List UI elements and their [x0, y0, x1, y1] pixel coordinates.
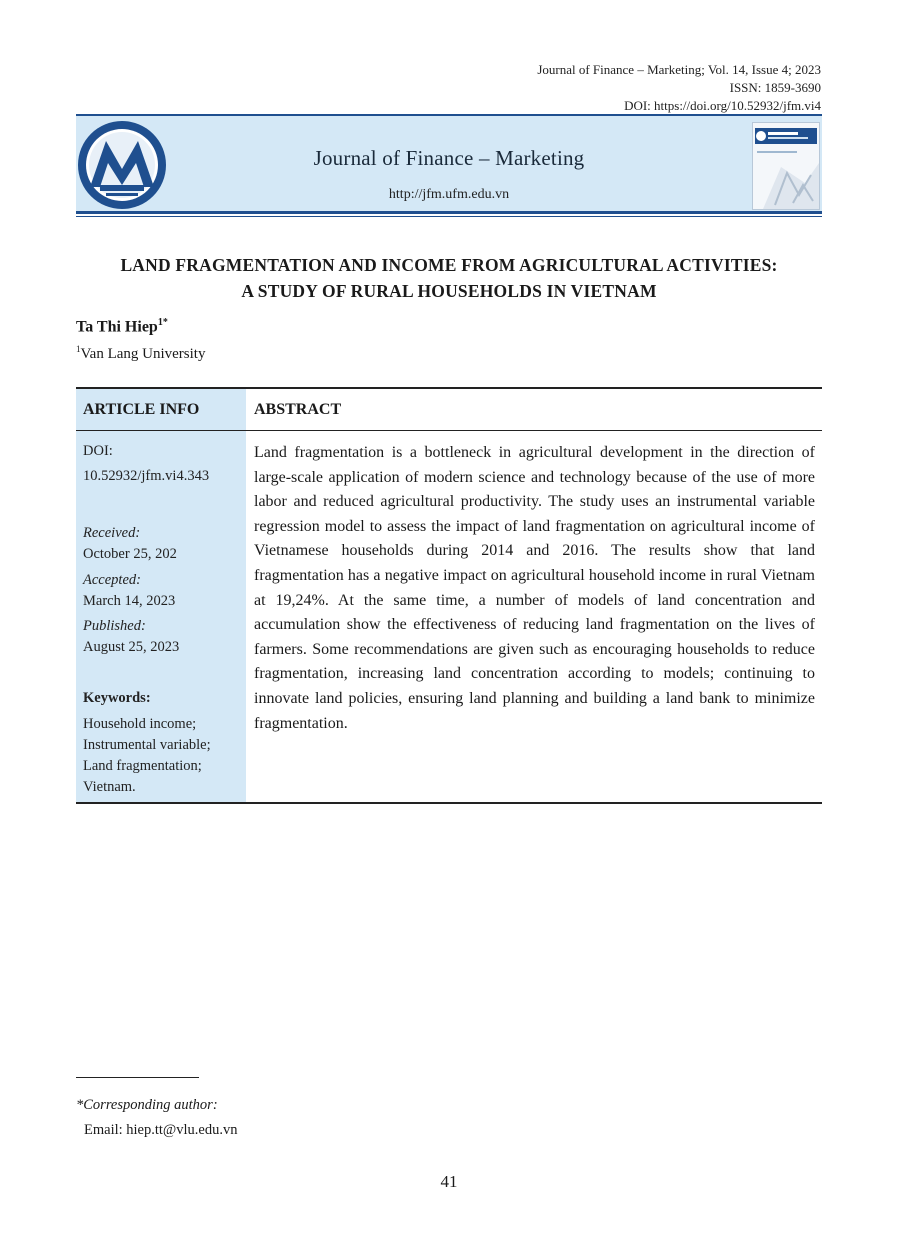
journal-metadata: [537, 61, 821, 115]
doi-value[interactable]: 10.52932/jfm.vi4.343: [83, 468, 210, 484]
doi-label: DOI:: [83, 443, 113, 459]
affiliation: [76, 344, 205, 363]
article-info-heading: ARTICLE INFO: [83, 401, 200, 418]
keyword-item: Land fragmentation;: [83, 758, 202, 774]
journal-cover-thumbnail: [752, 122, 820, 210]
keyword-item: Vietnam.: [83, 779, 136, 795]
issn-line: ISSN: 1859-3690: [729, 80, 821, 95]
citation-line: Journal of Finance – Marketing; Vol. 14, Issue 4; 2023: [537, 62, 821, 77]
affiliation-text: Van Lang University: [80, 346, 206, 362]
keyword-item: Household income;: [83, 716, 197, 732]
received-label: Received:: [83, 525, 141, 541]
article-info-table: [76, 387, 822, 804]
author-text: Ta Thi Hiep: [76, 318, 158, 336]
banner-rule: [76, 211, 822, 217]
journal-name: Journal of Finance – Marketing: [313, 146, 585, 170]
received-date: October 25, 202: [83, 546, 177, 562]
published-date: August 25, 2023: [83, 639, 180, 655]
doi-line: DOI: https://doi.org/10.52932/jfm.vi4: [624, 98, 821, 113]
keyword-item: Instrumental variable;: [83, 737, 211, 753]
title-line-2: A STUDY OF RURAL HOUSEHOLDS IN VIETNAM: [241, 281, 657, 301]
table-header-rule: [76, 430, 822, 431]
author-name: [76, 317, 168, 336]
page-number: 41: [440, 1172, 458, 1191]
affiliation-mark: 1: [76, 344, 81, 354]
accepted-date: March 14, 2023: [83, 593, 176, 609]
corresponding-author-email[interactable]: Email: hiep.tt@vlu.edu.vn: [84, 1122, 238, 1138]
cover-image-icon: [753, 123, 819, 209]
published-label: Published:: [83, 618, 146, 634]
keywords-label: Keywords:: [83, 690, 151, 706]
journal-url[interactable]: http://jfm.ufm.edu.vn: [388, 187, 510, 202]
keywords-list: [83, 714, 211, 798]
footnote-rule: [76, 1077, 199, 1078]
accepted-label: Accepted:: [83, 572, 141, 588]
abstract-heading: ABSTRACT: [254, 401, 342, 418]
article-title: [76, 252, 822, 304]
author-mark: 1*: [157, 317, 168, 328]
title-line-1: LAND FRAGMENTATION AND INCOME FROM AGRICULTURAL ACTIVITIES:: [120, 255, 778, 275]
abstract-text: Land fragmentation is a bottleneck in agricultural development in the direction of large-scale application of modern science and technology because of the use of more labor and reduced agricultural productivity. The study uses an instrumental variable regression model to assess the impact of land fragmentation on agricultural income of Vietnamese households during 2014 and 2016. The results show that land fragmentation has a negative impact on agricultural household income in rural Vietnam at 19,24%. At the same time, a number of models of land concentration and accumulation show the effectiveness of reducing land fragmentation on the lives of farmers. Some recommendations are given such as encouraging households to reduce fragmentation, increasing land concentration according to models; continuing to innovate land policies, ensuring land planning and building a land bank to minimize fragmentation.: [254, 444, 815, 732]
corresponding-author-label: *Corresponding author:: [76, 1097, 218, 1113]
journal-banner: [76, 114, 822, 213]
